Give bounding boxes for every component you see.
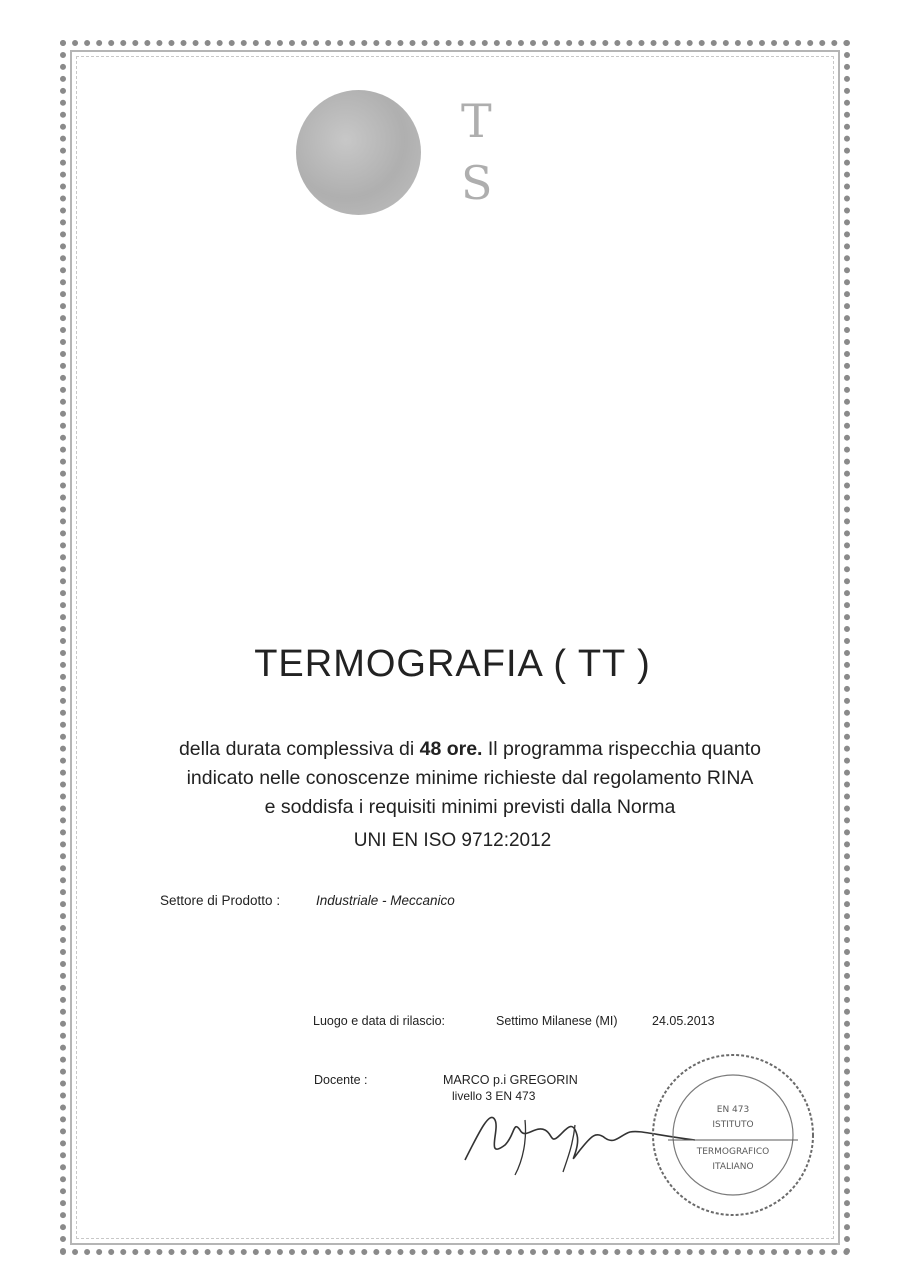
- sector-label: Settore di Prodotto :: [160, 893, 281, 908]
- certificate-title: TERMOGRAFIA ( TT ): [254, 643, 651, 685]
- logo-letters: [461, 95, 499, 209]
- description-line-3: e soddisfa i requisiti minimi previsti dalla Norma: [264, 796, 676, 818]
- logo-letter-top: T: [461, 94, 498, 148]
- teacher-label: Docente :: [314, 1073, 368, 1087]
- issue-label: Luogo e data di rilascio:: [313, 1014, 446, 1028]
- description-pre: della durata complessiva di: [178, 738, 420, 760]
- institute-logo: [296, 90, 626, 220]
- teacher-level: livello 3 EN 473: [452, 1089, 536, 1103]
- description-line-1-rest: Il programma rispecchia quanto: [482, 738, 762, 760]
- seal-line-3: TERMOGRAFICO: [696, 1147, 770, 1157]
- seal-line-1: EN 473: [716, 1105, 750, 1115]
- standard-reference: UNI EN ISO 9712:2012: [353, 830, 552, 851]
- logo-globe-icon: [296, 90, 421, 215]
- seal-line-4: ITALIANO: [712, 1162, 754, 1172]
- issue-date: 24.05.2013: [652, 1014, 715, 1028]
- certificate-description: [120, 735, 820, 822]
- sector-value: Industriale - Meccanico: [316, 893, 455, 908]
- course-duration: 48 ore.: [419, 738, 483, 760]
- seal-line-2: ISTITUTO: [712, 1120, 754, 1130]
- description-line-1: [120, 735, 820, 764]
- logo-letter-bottom: S: [461, 156, 499, 210]
- teacher-name: MARCO p.i GREGORIN: [443, 1073, 578, 1087]
- issue-place: Settimo Milanese (MI): [496, 1014, 618, 1028]
- official-stamp: [648, 1050, 818, 1220]
- description-line-2: indicato nelle conoscenze minime richieste dal regolamento RINA: [186, 767, 754, 789]
